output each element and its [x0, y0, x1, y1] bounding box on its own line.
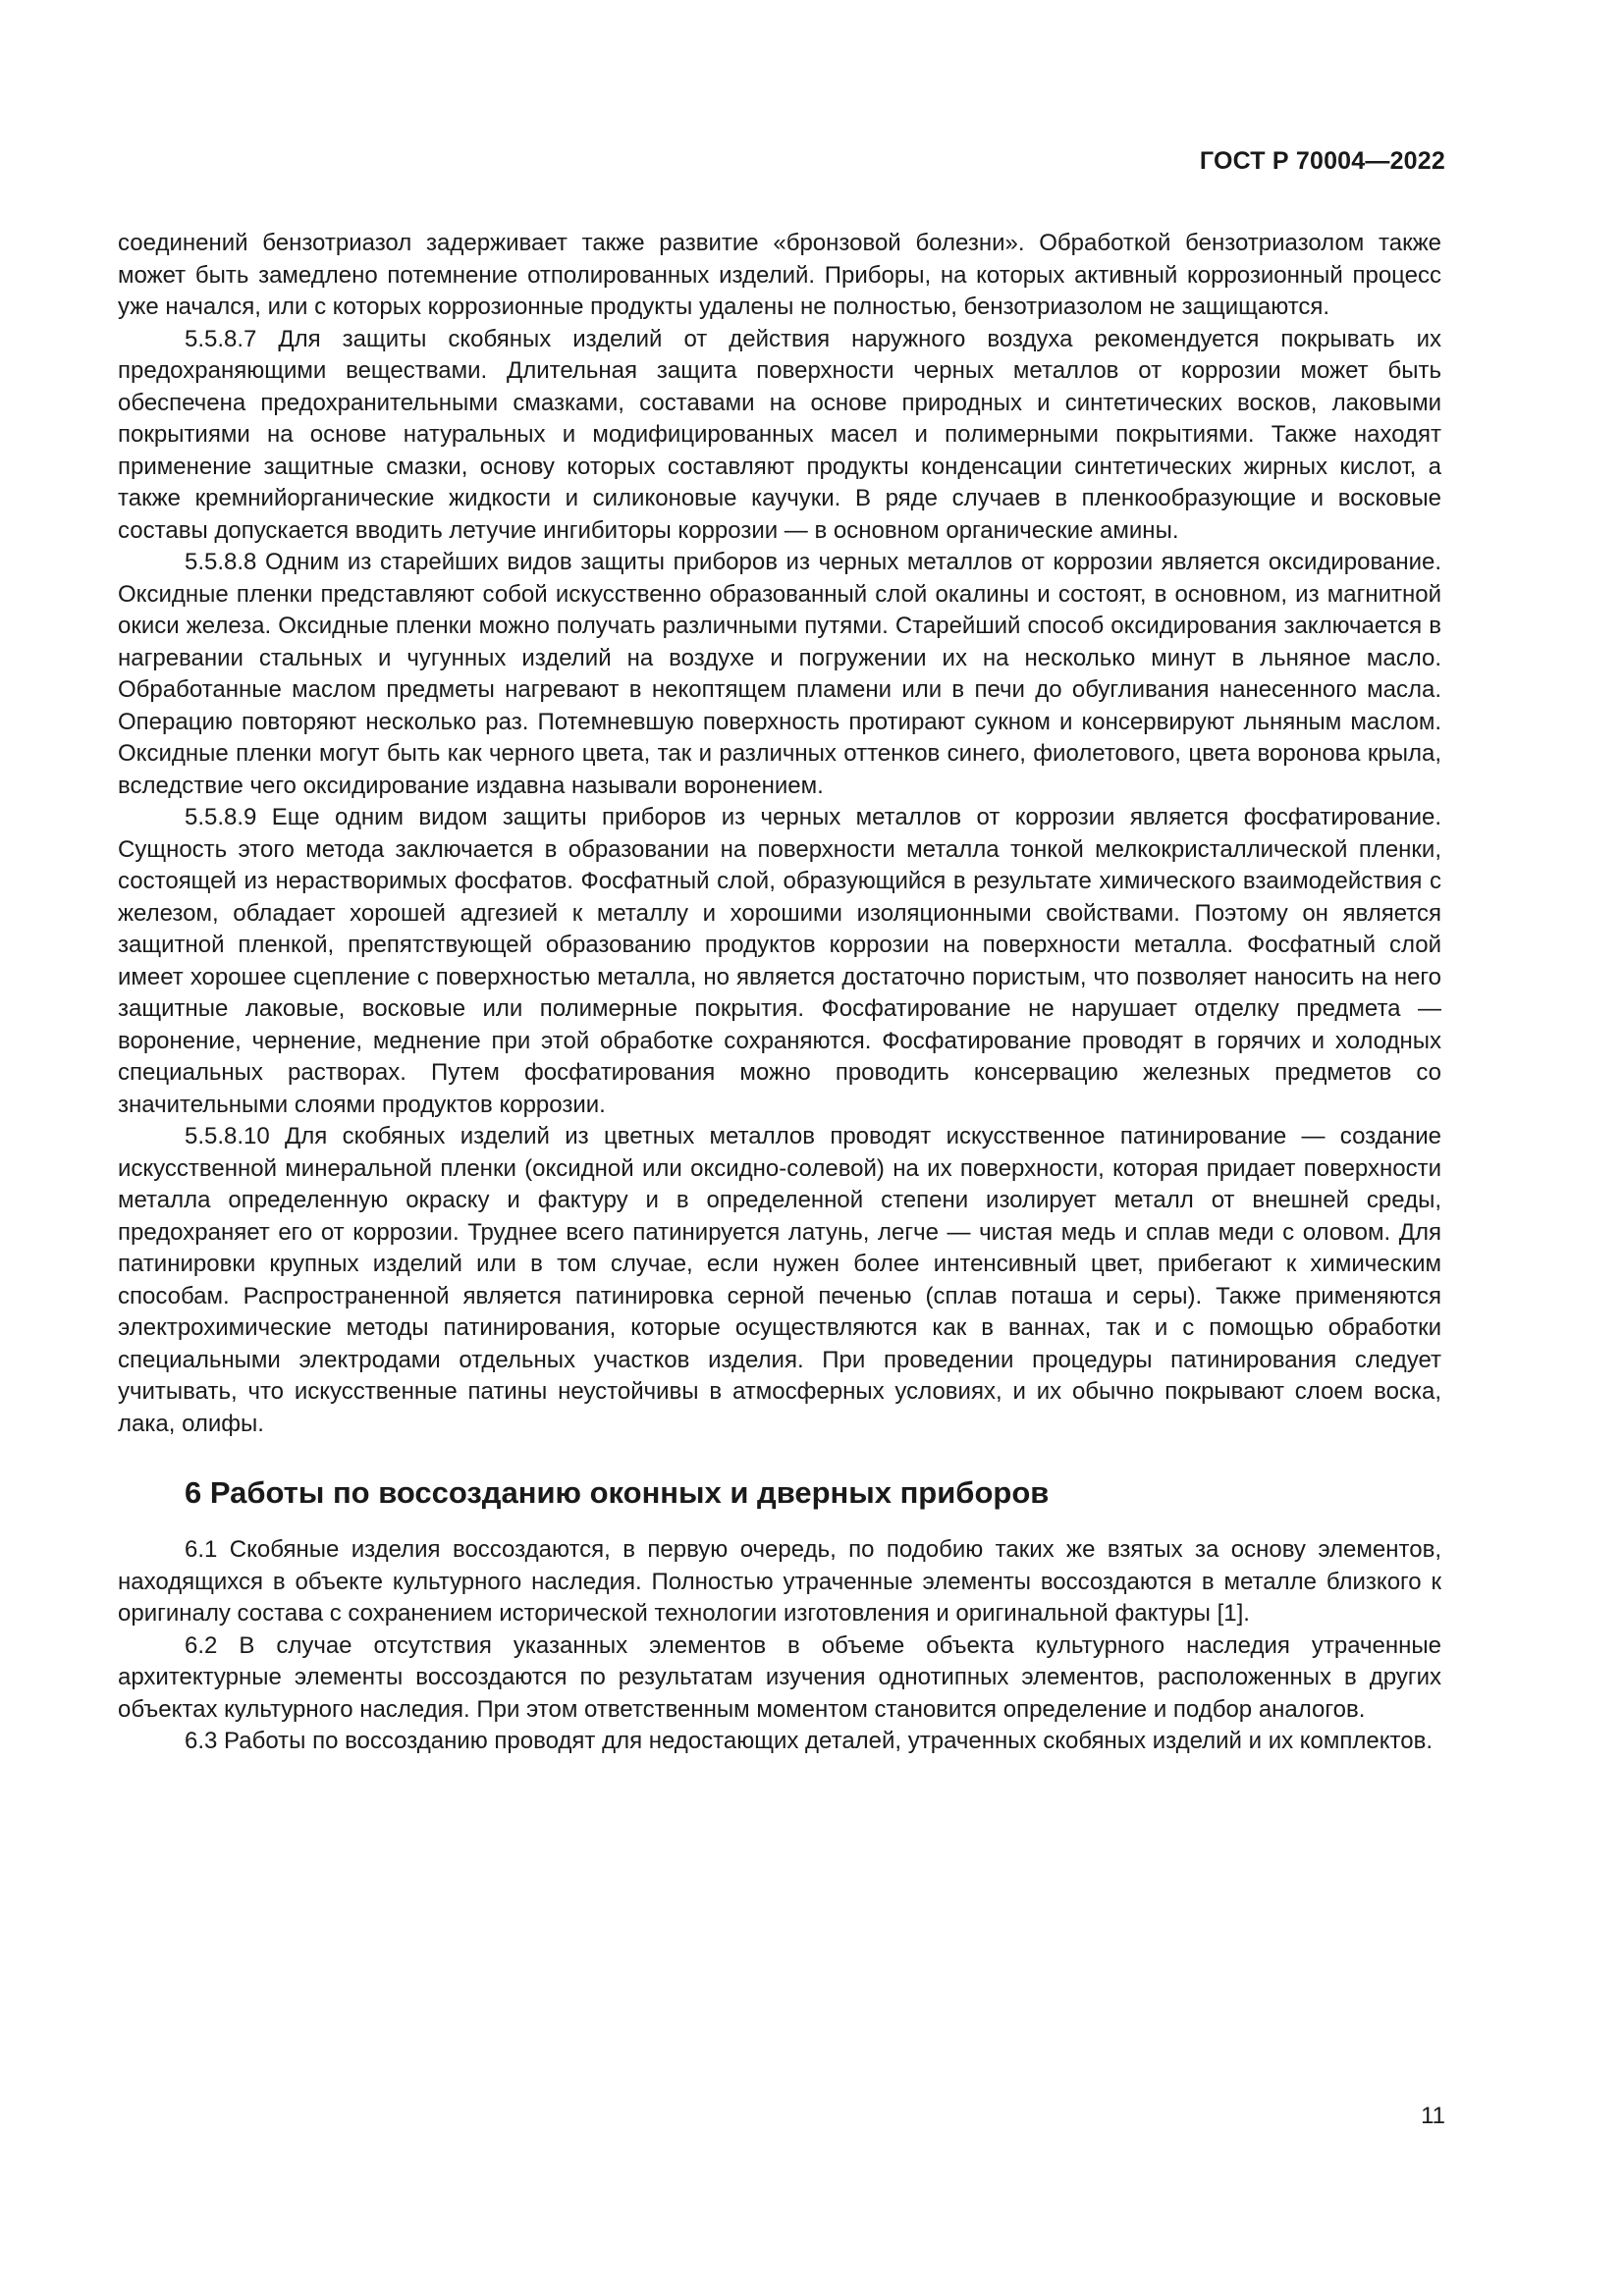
section-6-heading: 6 Работы по воссозданию оконных и дверных приборов [185, 1475, 1050, 1510]
paragraph-5-5-8-10: 5.5.8.10 Для скобяных изделий из цветных металлов проводят искусственное патинирование — создание искусственной минеральной пленки (оксидной или оксидно-солевой) на их поверхности, которая придает поверхности металла определенную окраску и фактуру и в определенной степени изолирует металл от внешней среды, предохраняет его от коррозии. Труднее всего патинируется латунь, легче — чистая медь и сплав меди с оловом. Для патинировки крупных изделий или в том случае, если нужен более интенсивный цвет, прибегают к химическим способам. Распространенной является патинировка серной печенью (сплав поташа и серы). Также применяются электрохимические методы патинирования, которые осуществляются как в ваннах, так и с помощью обработки специальными электродами отдельных участков изделия. При проведении процедуры патинирования следует учитывать, что искусственные патины неустойчивы в атмосферных условиях, и их обычно покрывают слоем воска, лака, олифы. [118, 1123, 1441, 1437]
paragraph-continuation: соединений бензотриазол задерживает также развитие «бронзовой болезни». Обработкой бензотриазолом также может быть замедлено потемнение отполированных изделий. Приборы, на которых активный коррозионный процесс уже начался, или с которых коррозионные продукты удалены не полностью, бензотриазолом не защищаются. [118, 230, 1441, 320]
paragraph-6-1: 6.1 Скобяные изделия воссоздаются, в первую очередь, по подобию таких же взятых за основу элементов, находящихся в объекте культурного наследия. Полностью утраченные элементы воссоздаются в металле близкого к оригиналу состава с сохранением исторической технологии изготовления и оригинальной фактуры [1]. [118, 1536, 1441, 1627]
paragraph-5-5-8-8: 5.5.8.8 Одним из старейших видов защиты приборов из черных металлов от коррозии является оксидирование. Оксидные пленки представляют собой искусственно образованный слой окалины и состоят, в основном, из магнитной окиси железа. Оксидные пленки можно получать различными путями. Старейший способ оксидирования заключается в нагревании стальных и чугунных изделий на воздухе и погружении их на несколько минут в льняное масло. Обработанные маслом предметы нагревают в некоптящем пламени или в печи до обугливания нанесенного масла. Операцию повторяют несколько раз. Потемневшую поверхность протирают сукном и консервируют льняным маслом. Оксидные пленки могут быть как черного цвета, так и различных оттенков синего, фиолетового, цвета воронова крыла, вследствие чего оксидирование издавна называли воронением. [118, 549, 1441, 799]
paragraph-6-2: 6.2 В случае отсутствия указанных элементов в объеме объекта культурного наследия утраченные архитектурные элементы воссоздаются по результатам изучения однотипных элементов, расположенных в других объектах культурного наследия. При этом ответственным моментом становится определение и подбор аналогов. [118, 1631, 1441, 1723]
paragraph-5-5-8-7: 5.5.8.7 Для защиты скобяных изделий от действия наружного воздуха рекомендуется покрывать их предохраняющими веществами. Длительная защита поверхности черных металлов от коррозии может быть обеспечена предохранительными смазками, составами на основе природных и синтетических восков, лаковыми покрытиями на основе натуральных и модифицированных масел и полимерными покрытиями. Также находят применение защитные смазки, основу которых составляют продукты конденсации синтетических жирных кислот, а также кремнийорганические жидкости и силиконовые каучуки. В ряде случаев в пленкообразующие и восковые составы допускается вводить летучие ингибиторы коррозии — в основном органические амины. [118, 325, 1441, 544]
page-number: 11 [1421, 2103, 1445, 2129]
paragraph-5-5-8-9: 5.5.8.9 Еще одним видом защиты приборов из черных металлов от коррозии является фосфатирование. Сущность этого метода заключается в образовании на поверхности металла тонкой мелкокристаллической пленки, состоящей из нерастворимых фосфатов. Фосфатный слой, образующийся в результате химического взаимодействия с железом, обладает хорошей адгезией к металлу и хорошими изоляционными свойствами. Поэтому он является защитной пленкой, препятствующей образованию продуктов коррозии на поверхности металла. Фосфатный слой имеет хорошее сцепление с поверхностью металла, но является достаточно пористым, что позволяет наносить на него защитные лаковые, восковые или полимерные покрытия. Фосфатирование не нарушает отделку предмета — воронение, чернение, меднение при этой обработке сохраняются. Фосфатирование проводят в горячих и холодных специальных растворах. Путем фосфатирования можно проводить консервацию железных предметов со значительными слоями продуктов коррозии. [118, 804, 1441, 1118]
document-code-header: ГОСТ Р 70004—2022 [1199, 147, 1445, 175]
document-body [118, 228, 1441, 1758]
paragraph-6-3: 6.3 Работы по воссозданию проводят для недостающих деталей, утраченных скобяных изделий и их комплектов. [185, 1728, 1434, 1754]
